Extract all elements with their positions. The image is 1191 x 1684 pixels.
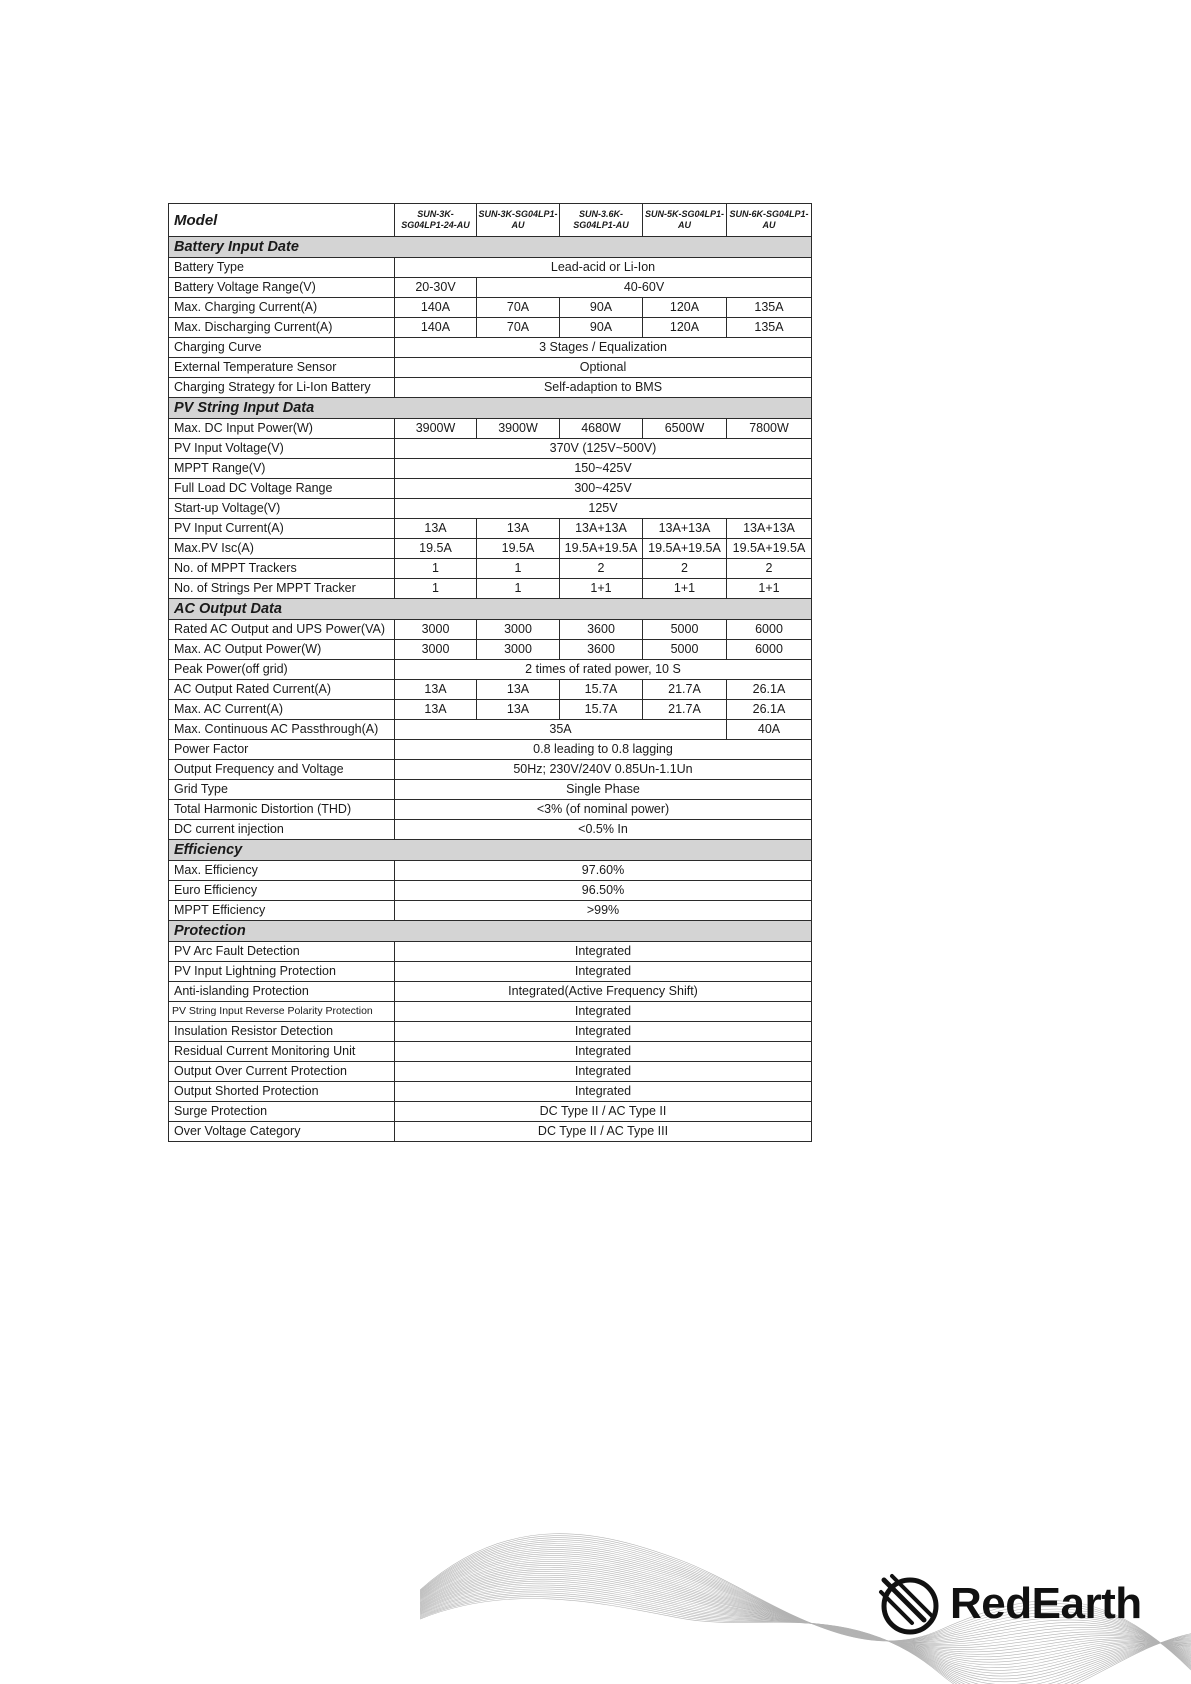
row-value: DC Type II / AC Type III	[395, 1122, 812, 1142]
row-value: 13A+13A	[560, 519, 643, 539]
row-value: 90A	[560, 318, 643, 338]
row-value: 26.1A	[727, 680, 812, 700]
table-row	[169, 1002, 812, 1022]
row-value: 13A+13A	[643, 519, 727, 539]
table-row	[169, 720, 812, 740]
row-value: Integrated	[395, 1022, 812, 1042]
row-value: 0.8 leading to 0.8 lagging	[395, 740, 812, 760]
row-value: Integrated	[395, 942, 812, 962]
table-row	[169, 1082, 812, 1102]
row-label: Output Shorted Protection	[169, 1082, 395, 1102]
section-title: Protection	[169, 921, 812, 942]
row-value: 3000	[395, 640, 477, 660]
table-row	[169, 1042, 812, 1062]
row-value: 13A	[395, 519, 477, 539]
row-value: 5000	[643, 640, 727, 660]
row-label: Max. Efficiency	[169, 861, 395, 881]
row-value: 19.5A+19.5A	[560, 539, 643, 559]
row-value: 3600	[560, 620, 643, 640]
section-title: Battery Input Date	[169, 237, 812, 258]
row-value: 1+1	[727, 579, 812, 599]
row-label: Start-up Voltage(V)	[169, 499, 395, 519]
table-row	[169, 620, 812, 640]
row-label: Max. AC Current(A)	[169, 700, 395, 720]
row-label: Max. AC Output Power(W)	[169, 640, 395, 660]
row-label: Battery Type	[169, 258, 395, 278]
table-row	[169, 942, 812, 962]
row-value: 15.7A	[560, 680, 643, 700]
row-value: 70A	[477, 298, 560, 318]
table-row	[169, 539, 812, 559]
row-value: Single Phase	[395, 780, 812, 800]
row-label: Rated AC Output and UPS Power(VA)	[169, 620, 395, 640]
brand-name: RedEarth	[950, 1579, 1142, 1628]
row-value: 3900W	[395, 419, 477, 439]
row-value: 21.7A	[643, 680, 727, 700]
table-row	[169, 1022, 812, 1042]
row-value: 120A	[643, 298, 727, 318]
row-value: 15.7A	[560, 700, 643, 720]
row-value: 20-30V	[395, 278, 477, 298]
row-value: 3000	[395, 620, 477, 640]
row-value: 1+1	[560, 579, 643, 599]
row-value: 90A	[560, 298, 643, 318]
row-value: 140A	[395, 318, 477, 338]
row-value: 5000	[643, 620, 727, 640]
table-row	[169, 760, 812, 780]
table-row	[169, 962, 812, 982]
table-row	[169, 680, 812, 700]
row-value: 3000	[477, 640, 560, 660]
row-value: 2	[560, 559, 643, 579]
row-value: 6000	[727, 640, 812, 660]
section-header-protection	[169, 921, 812, 942]
row-label: Peak Power(off grid)	[169, 660, 395, 680]
row-value: 3600	[560, 640, 643, 660]
redearth-logo-icon	[878, 1572, 942, 1636]
row-value: 19.5A	[395, 539, 477, 559]
row-value: 13A	[395, 680, 477, 700]
row-value: 3 Stages / Equalization	[395, 338, 812, 358]
row-value: 1	[395, 579, 477, 599]
table-row	[169, 700, 812, 720]
table-row	[169, 820, 812, 840]
row-label: Grid Type	[169, 780, 395, 800]
table-row	[169, 740, 812, 760]
row-value: 2	[643, 559, 727, 579]
row-label: Over Voltage Category	[169, 1122, 395, 1142]
table-row	[169, 298, 812, 318]
section-header-pv	[169, 398, 812, 419]
row-label: PV Input Lightning Protection	[169, 962, 395, 982]
row-label: No. of Strings Per MPPT Tracker	[169, 579, 395, 599]
table-row	[169, 318, 812, 338]
row-label: Max. Discharging Current(A)	[169, 318, 395, 338]
row-label: Anti-islanding Protection	[169, 982, 395, 1002]
row-value: 6500W	[643, 419, 727, 439]
row-value: Integrated	[395, 1002, 812, 1022]
row-label: Euro Efficiency	[169, 881, 395, 901]
row-label: Total Harmonic Distortion (THD)	[169, 800, 395, 820]
row-label: Power Factor	[169, 740, 395, 760]
table-row	[169, 800, 812, 820]
row-value: 1	[477, 559, 560, 579]
row-value: 50Hz; 230V/240V 0.85Un-1.1Un	[395, 760, 812, 780]
row-value: 13A+13A	[727, 519, 812, 539]
row-value: 4680W	[560, 419, 643, 439]
row-label: Charging Strategy for Li-Ion Battery	[169, 378, 395, 398]
row-value: Integrated	[395, 1082, 812, 1102]
section-title: Efficiency	[169, 840, 812, 861]
table-row	[169, 419, 812, 439]
model-name: SUN-6K-SG04LP1-AU	[727, 204, 812, 237]
row-label: DC current injection	[169, 820, 395, 840]
row-value: 120A	[643, 318, 727, 338]
row-value: Integrated(Active Frequency Shift)	[395, 982, 812, 1002]
row-label: Insulation Resistor Detection	[169, 1022, 395, 1042]
row-value: 19.5A+19.5A	[727, 539, 812, 559]
row-label: Residual Current Monitoring Unit	[169, 1042, 395, 1062]
row-label: Full Load DC Voltage Range	[169, 479, 395, 499]
row-value: 1+1	[643, 579, 727, 599]
section-title: AC Output Data	[169, 599, 812, 620]
row-value: DC Type II / AC Type II	[395, 1102, 812, 1122]
row-value: 21.7A	[643, 700, 727, 720]
table-row	[169, 258, 812, 278]
row-value: Self-adaption to BMS	[395, 378, 812, 398]
row-value: 26.1A	[727, 700, 812, 720]
row-label: Battery Voltage Range(V)	[169, 278, 395, 298]
row-value: 35A	[395, 720, 727, 740]
row-value: 40-60V	[477, 278, 812, 298]
table-row	[169, 459, 812, 479]
table-row	[169, 358, 812, 378]
row-label: Output Frequency and Voltage	[169, 760, 395, 780]
row-value: 1	[395, 559, 477, 579]
row-value: 1	[477, 579, 560, 599]
table-row	[169, 901, 812, 921]
row-value: 13A	[477, 700, 560, 720]
table-row	[169, 378, 812, 398]
table-row	[169, 660, 812, 680]
row-label: AC Output Rated Current(A)	[169, 680, 395, 700]
model-header-row	[169, 204, 812, 237]
section-header-ac	[169, 599, 812, 620]
table-row	[169, 519, 812, 539]
section-header-battery	[169, 237, 812, 258]
row-value: Integrated	[395, 962, 812, 982]
table-row	[169, 479, 812, 499]
row-value: 300~425V	[395, 479, 812, 499]
row-label: PV Arc Fault Detection	[169, 942, 395, 962]
row-value: 2 times of rated power, 10 S	[395, 660, 812, 680]
row-label: PV Input Voltage(V)	[169, 439, 395, 459]
row-value: 2	[727, 559, 812, 579]
row-label: External Temperature Sensor	[169, 358, 395, 378]
table-row	[169, 780, 812, 800]
table-row	[169, 278, 812, 298]
section-title: PV String Input Data	[169, 398, 812, 419]
row-value: 370V (125V~500V)	[395, 439, 812, 459]
table-row	[169, 499, 812, 519]
table-row	[169, 1122, 812, 1142]
table-row	[169, 338, 812, 358]
row-value: 70A	[477, 318, 560, 338]
table-row	[169, 640, 812, 660]
row-value: 7800W	[727, 419, 812, 439]
row-label: PV String Input Reverse Polarity Protection	[169, 1002, 395, 1022]
table-row	[169, 881, 812, 901]
row-value: 19.5A	[477, 539, 560, 559]
row-value: 13A	[395, 700, 477, 720]
model-name: SUN-3.6K-SG04LP1-AU	[560, 204, 643, 237]
table-row	[169, 1102, 812, 1122]
table-row	[169, 982, 812, 1002]
model-name: SUN-5K-SG04LP1-AU	[643, 204, 727, 237]
row-label: Max. DC Input Power(W)	[169, 419, 395, 439]
row-value: 150~425V	[395, 459, 812, 479]
table-row	[169, 861, 812, 881]
row-value: <0.5% In	[395, 820, 812, 840]
row-label: Max.PV Isc(A)	[169, 539, 395, 559]
row-value: 13A	[477, 680, 560, 700]
row-value: 40A	[727, 720, 812, 740]
row-value: 3900W	[477, 419, 560, 439]
table-row	[169, 559, 812, 579]
row-label: Charging Curve	[169, 338, 395, 358]
row-value: Optional	[395, 358, 812, 378]
row-value: 135A	[727, 318, 812, 338]
row-value: >99%	[395, 901, 812, 921]
table-row	[169, 1062, 812, 1082]
row-value: Integrated	[395, 1042, 812, 1062]
row-value: Integrated	[395, 1062, 812, 1082]
row-label: Max. Continuous AC Passthrough(A)	[169, 720, 395, 740]
row-label: Max. Charging Current(A)	[169, 298, 395, 318]
row-value: 97.60%	[395, 861, 812, 881]
row-value: 125V	[395, 499, 812, 519]
row-label: PV Input Current(A)	[169, 519, 395, 539]
row-label: Output Over Current Protection	[169, 1062, 395, 1082]
row-value: <3% (of nominal power)	[395, 800, 812, 820]
row-label: MPPT Efficiency	[169, 901, 395, 921]
model-label: Model	[169, 204, 395, 237]
section-header-efficiency	[169, 840, 812, 861]
row-value: 135A	[727, 298, 812, 318]
table-row	[169, 439, 812, 459]
row-value: 6000	[727, 620, 812, 640]
row-value: 3000	[477, 620, 560, 640]
row-value: Lead-acid or Li-Ion	[395, 258, 812, 278]
row-value: 96.50%	[395, 881, 812, 901]
model-name: SUN-3K-SG04LP1-24-AU	[395, 204, 477, 237]
row-value: 13A	[477, 519, 560, 539]
row-label: MPPT Range(V)	[169, 459, 395, 479]
model-name: SUN-3K-SG04LP1-AU	[477, 204, 560, 237]
row-label: No. of MPPT Trackers	[169, 559, 395, 579]
table-row	[169, 579, 812, 599]
row-value: 19.5A+19.5A	[643, 539, 727, 559]
spec-table	[168, 203, 812, 1142]
row-label: Surge Protection	[169, 1102, 395, 1122]
redearth-logo	[878, 1572, 1142, 1636]
row-value: 140A	[395, 298, 477, 318]
